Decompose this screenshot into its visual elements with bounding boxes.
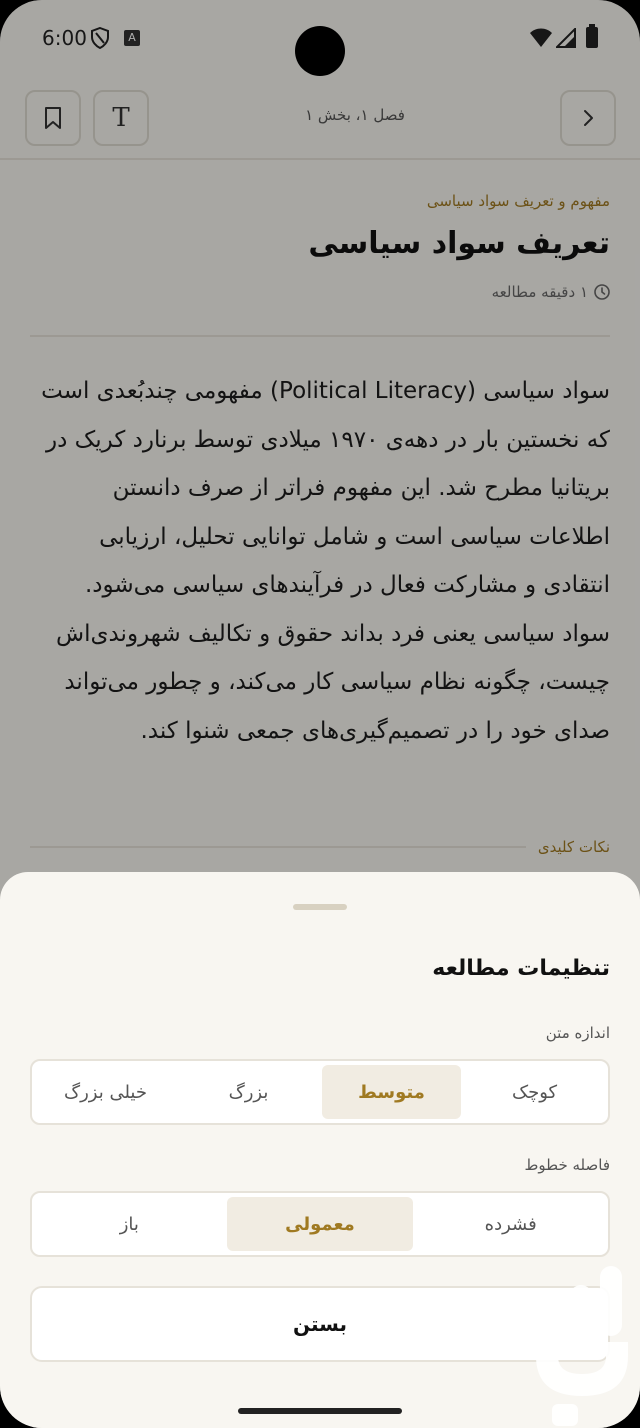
text-size-label: اندازه متن [545,1024,610,1042]
line-spacing-option-open[interactable]: باز [119,1213,139,1235]
read-time-label: ۱ دقیقه مطالعه [491,283,588,301]
article-paragraph: سواد سیاسی (Political Literacy) مفهومی چندبُعدی است که نخستین بار در دهه‌ی ۱۹۷۰ میلادی توسط برنارد کریک در بریتانیا مطرح شد. این مفهوم فراتر از صرف دانستن اطلاعات سیاسی است و شامل توانایی تحلیل، ارزیابی انتقادی و مشارکت فعال در فرآیندهای سیاسی می‌شود. سواد سیاسی یعنی فرد بداند حقوق و تکالیف شهروندی‌اش چیست، چگونه نظام سیاسی کار می‌کند، و چطور می‌تواند صدای خود را در تصمیم‌گیری‌های جمعی شنوا کند. [41,378,610,744]
text-size-option-medium[interactable]: متوسط [322,1065,461,1119]
text-size-selector [30,1059,610,1125]
text-size-option-large[interactable]: بزرگ [228,1081,269,1103]
text-size-option-small[interactable]: کوچک [511,1081,558,1103]
breadcrumb: مفهوم و تعریف سواد سیاسی [426,192,610,210]
line-spacing-option-normal[interactable]: معمولی [227,1197,414,1251]
line-spacing-label: فاصله خطوط [524,1156,610,1174]
gesture-nav-bar[interactable] [238,1408,402,1414]
chapter-label: فصل ۱، بخش ۱ [305,106,405,124]
close-button[interactable]: بستن [30,1286,610,1362]
a-notification-icon: A [124,30,140,46]
reading-settings-sheet [0,872,640,1428]
line-spacing-option-compact[interactable]: فشرده [484,1213,537,1235]
sheet-title: تنظیمات مطالعه [432,956,610,981]
line-spacing-selector [30,1191,610,1257]
key-points-label: نکات کلیدی [537,838,610,856]
app-logo-watermark [530,1260,634,1428]
page-title: تعریف سواد سیاسی [308,226,610,261]
status-time: 6:00 [42,26,87,50]
text-size-option-xlarge[interactable]: خیلی بزرگ [64,1081,147,1103]
text-format-icon: T [112,103,130,133]
drag-handle[interactable] [293,904,347,910]
